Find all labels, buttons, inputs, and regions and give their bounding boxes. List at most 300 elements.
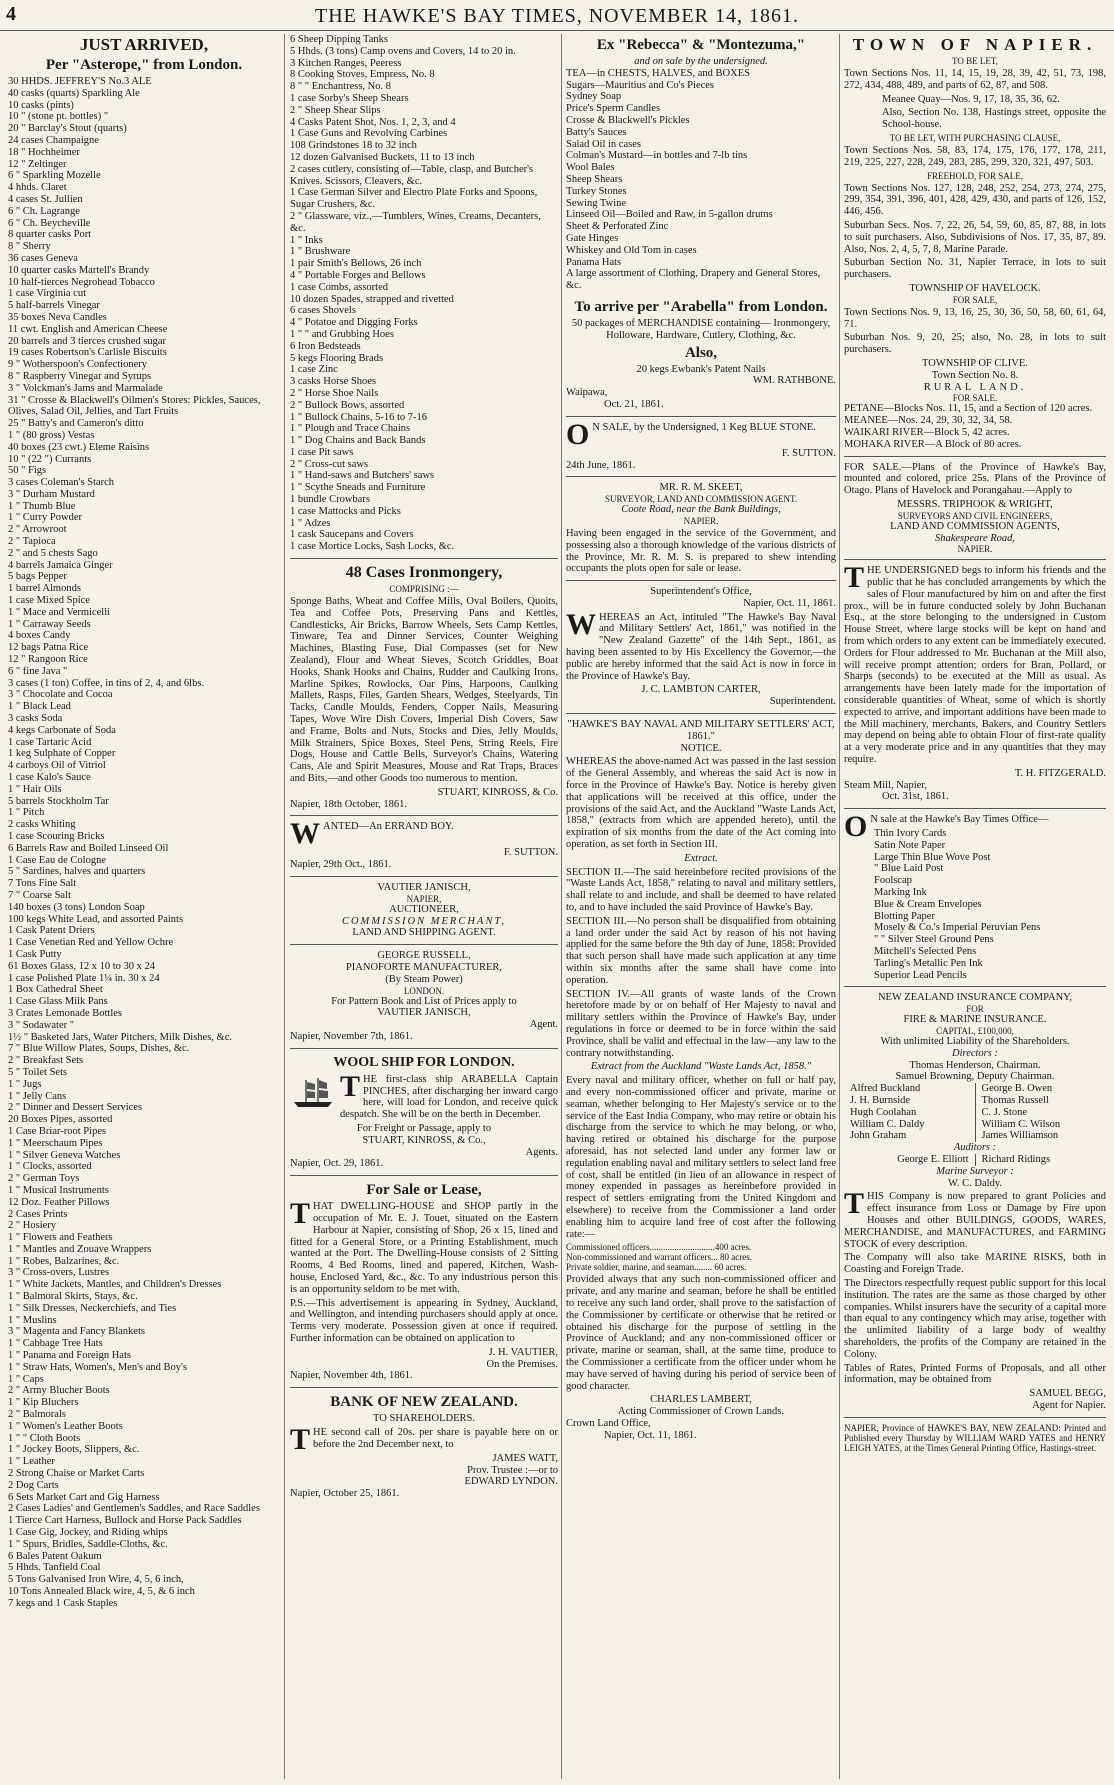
list-item: 4 cases St. Jullien <box>8 193 83 205</box>
list-item: 36 cases Geneva <box>8 252 78 264</box>
company-text2: The Company will also take MARINE RISKS, both in Coasting and Foreign Trade. <box>844 1252 1106 1276</box>
list-item: 10 dozen Spades, strapped and rivetted <box>290 293 454 305</box>
supt-text: HEREAS an Act, intituled "The Hawke's Bay Naval and Military Settlers' Act, 1861," was notified in the "New Zealand Gazette" of the 14th Sept., 1861, as having been assented to by His Excellency the Governor,—the public are hereby informed that the said Act is now in force in the Province of Hawke's Bay. <box>566 611 836 682</box>
bank-sign: JAMES WATT, <box>492 1452 558 1464</box>
list-item: 1 " Scythe Sneads and Furniture <box>290 482 426 494</box>
extract2-text2: Provided always that any such non-commissioned officer and private, and any marine and seaman, before he shall be entitled to receive any such land order, shall prove to the satisfaction of the Commissioner by certificate or otherwise that he retired or obtained his discharge for the purpose of settling in the Province of Auckland; and any non-commissioned officer or private, marine or seaman, shall, at the same time, produce to the Commissioner a certificate from the officer under whom he may have served of having during his period of service been of good character. <box>566 1274 836 1392</box>
list-item: 1 Case Eau de Cologne <box>8 854 106 866</box>
arabella-text: 50 packages of MERCHANDISE containing— Ironmongery, Holloware, Hardware, Cutlery, Clothing, &c. <box>571 317 831 341</box>
act-heading: "HAWKE'S BAY NAVAL AND MILITARY SETTLERS' ACT, 1861." <box>567 719 835 742</box>
russell-role: PIANOFORTE MANUFACTURER, <box>345 961 503 973</box>
list-item: 6 Sets Market Cart and Gig Harness <box>8 1491 160 1503</box>
list-item: Crosse & Blackwell's Pickles <box>566 114 690 126</box>
list-item: 12 bags Patna Rice <box>8 642 89 654</box>
divider <box>290 876 558 877</box>
list-item: 1 pair Smith's Bellows, 26 inch <box>290 258 422 270</box>
triphook-place: NAPIER. <box>957 544 993 555</box>
section-2: SECTION II.—The said hereinbefore recited provisions of the "Waste Lands Act, 1858," relating to naval and military settlers, shall relate to and include, and shall be deemed to have related to, and to have included the said Province of Hawke's Bay. <box>566 866 836 914</box>
list-item: 10 " (stone pt. bottles) " <box>8 111 109 123</box>
russell-text: For Pattern Book and List of Prices apply to <box>331 995 517 1007</box>
list-item: 108 Grindstones 18 to 32 inch <box>290 140 417 152</box>
list-item: 1 " White Jackets, Mantles, and Children's Dresses <box>8 1279 222 1291</box>
list-item: 2 Strong Chaise or Market Carts <box>8 1468 145 1480</box>
directors-left <box>844 1083 975 1142</box>
list-item: 6 " Sparkling Mozelle <box>8 170 101 182</box>
dropcap-o: O <box>566 417 590 451</box>
list-item: 2 " Cross-cut saws <box>290 458 369 470</box>
clive-text: Town Section No. 8. <box>931 369 1019 381</box>
list-item: 1 " Dog Chains and Back Bands <box>290 435 426 447</box>
list-item: Satin Note Paper <box>874 839 946 851</box>
dropcap-t: T <box>844 561 865 595</box>
supt-office: Superintendent's Office, <box>650 586 752 598</box>
list-item: 1 " Clocks, assorted <box>8 1161 92 1173</box>
list-item: 1 Case Venetian Red and Yellow Ochre <box>8 937 174 949</box>
sale-text: HAT DWELLING-HOUSE and SHOP partly in the occupation of Mr. E. J. Touet, situated on the Eastern Harbour at Napier, consisting of Shop, 26 x 15, lined and fitted for a General Store, or a Printing Establishment, much wanted at the Port. The Dwelling-House consists of 2 Sitting Rooms, 4 Bed Rooms, lined and papered, Kitchen, Wash-house, Enclosed Yard, &c., &c. To any industrious person this is an opportunity seldom to be met with. <box>290 1201 558 1295</box>
list-item: 1 " Musical Instruments <box>8 1184 109 1196</box>
let-purchase-text: Town Sections Nos. 58, 83, 174, 175, 176, 177, 178, 211, 219, 225, 227, 228, 249, 283, 285, 299, 320, 321, 497, 503. <box>844 144 1106 168</box>
havelock-sale: FOR SALE, <box>952 294 998 305</box>
column-rule <box>284 34 285 1779</box>
fitzgerald-date: Oct. 31st, 1861. <box>882 791 949 803</box>
list-item: 1 Case Glass Milk Pans <box>8 996 108 1008</box>
list-item: 1 case Virginia cut <box>8 288 87 300</box>
fitzgerald-sign: T. H. FITZGERALD. <box>1014 767 1106 779</box>
divider <box>844 808 1106 809</box>
list-item: 5 Hhds. (3 tons) Camp ovens and Covers, 14 to 20 in. <box>290 45 516 57</box>
list-item: 40 boxes (23 cwt.) Eleme Raisins <box>8 441 150 453</box>
triphook-name: MESSRS. TRIPHOOK & WRIGHT, <box>897 498 1053 510</box>
list-item: 8 Cooking Stoves, Empress, No. 8 <box>290 69 435 81</box>
list-item: 1 " Balmoral Skirts, Stays, &c. <box>8 1291 138 1303</box>
divider <box>844 559 1106 560</box>
list-item: 50 " Figs <box>8 465 47 477</box>
list-item: 2 " Bullock Bows, assorted <box>290 399 405 411</box>
sale-sign2: On the Premises. <box>486 1358 558 1370</box>
list-item: 1 " Jelly Cans <box>8 1090 67 1102</box>
bank-sign3: EDWARD LYNDON. <box>464 1476 558 1488</box>
list-item: 4 " Portable Forges and Bellows <box>290 269 426 281</box>
list-item: MOHAKA RIVER—A Block of 80 acres. <box>844 438 1022 450</box>
russell-name: GEORGE RUSSELL, <box>377 950 471 962</box>
list-item: Colman's Mustard—in bottles and 7-lb tins <box>566 150 748 162</box>
russell-agent-name: VAUTIER JANISCH, <box>377 1007 471 1019</box>
rate-row: Non-commissioned and warrant officers... 80 acres. <box>566 1252 753 1263</box>
list-item: 2 " Army Blucher Boots <box>8 1385 110 1397</box>
director-name: Hugh Coolahan <box>850 1106 917 1118</box>
asterope-subheading: Per "Asterope," from London. <box>45 57 243 73</box>
list-item: Salad Oil in cases <box>566 138 641 150</box>
list-item: 7 Tons Fine Salt <box>8 878 77 890</box>
list-item: 1 Cask Putty <box>8 948 62 960</box>
wool-date: Napier, Oct. 29, 1861. <box>290 1158 384 1170</box>
list-item: 1 " Silk Dresses, Neckerchiefs, and Ties <box>8 1302 177 1314</box>
list-item: 12 Doz. Feather Pillows <box>8 1196 110 1208</box>
list-item: 1 " Black Lead <box>8 701 71 713</box>
list-item: 1 " Jugs <box>8 1078 42 1090</box>
list-item: 3 cases Coleman's Starch <box>8 477 114 489</box>
wool-agents: Agents. <box>525 1146 558 1158</box>
extract2-text: Every naval and military officer, whether on full or half pay, and every non-commissioned officer and private, marine or seaman, whether belonging to Her Majesty's service or to the service of the East India Company, who may retire or obtain his discharge from the service to which he may belong, or who, having retired or obtained his discharge for the purpose aforesaid, has not selected land under any former law or regulation enabling naval and military settlers to select land free of cost, shall be entitled (in lieu of an allowance in respect of money expended in passages as hereinbefore provided in respect of settlers emigrating from the United Kingdom and elsewhere) to receive from the Commissioner a land order enabling him to acquire land free of cost after the following rate:— <box>566 1075 836 1240</box>
list-item: 1 " Kip Bluchers <box>8 1397 79 1409</box>
wool-apply: For Freight or Passage, apply to <box>356 1122 492 1134</box>
list-item: 1 Box Cathedral Sheet <box>8 984 103 996</box>
column-3 <box>566 34 836 1779</box>
fitzgerald-place: Steam Mill, Napier, <box>844 779 927 791</box>
list-item: 1 " Women's Leather Boots <box>8 1420 123 1432</box>
wool-ship-heading: WOOL SHIP FOR LONDON. <box>333 1054 515 1070</box>
also-place: Waipawa, <box>566 387 608 399</box>
list-item: 1 " Mace and Vermicelli <box>8 606 111 618</box>
act-notice: NOTICE. <box>680 742 722 754</box>
list-item: WAIKARI RIVER—Block 5, 42 acres. <box>844 426 1010 438</box>
also-text: 20 kegs Ewbank's Patent Nails <box>636 363 766 375</box>
list-item: 1 case Pit saws <box>290 446 354 458</box>
divider <box>566 416 836 417</box>
list-item: 1 case Mattocks and Picks <box>290 505 401 517</box>
rate-row: Private soldier, marine, and seaman........ 60 acres. <box>566 1262 747 1273</box>
list-item: 30 HHDS. JEFFREY'S No.3 ALE <box>8 76 152 87</box>
list-item: 4 Casks Patent Shot, Nos. 1, 2, 3, and 4 <box>290 116 456 128</box>
list-item: 8 quarter casks Port <box>8 229 92 241</box>
bank-text: HE second call of 20s. per share is payable here on or before the 2nd December next, to <box>313 1426 558 1450</box>
extract2-heading: Extract from the Auckland "Waste Lands Act, 1858." <box>590 1061 812 1073</box>
bank-heading: BANK OF NEW ZEALAND. <box>330 1394 518 1411</box>
list-item: 3 " Durham Mustard <box>8 488 95 500</box>
list-item: 6 Bales Patent Oakum <box>8 1550 102 1562</box>
arabella-heading: To arrive per "Arabella" from London. <box>574 298 828 315</box>
auditor-right: Richard Ridings <box>975 1154 1107 1166</box>
list-item: 3 Kitchen Ranges, Peeress <box>290 57 402 69</box>
insurance-liability: With unlimited Liability of the Shareholders. <box>880 1035 1070 1047</box>
section-4: SECTION IV.—All grants of waste lands of the Crown heretofore made by or on behalf of Her Majesty to naval and military settlers within the Province of Hawke's Bay, under regulations in force or deemed to be in force within the said Province, shall be valid and effectual in the law—any law to the contrary notwithstanding. <box>566 988 836 1059</box>
for-sale-heading: For Sale or Lease, <box>366 1182 482 1199</box>
list-item: 6 " Ch. Beycheville <box>8 217 91 229</box>
list-item: 3 " Cross-overs, Lustres <box>8 1267 110 1279</box>
list-item: 1 barrel Almonds <box>8 583 81 595</box>
lambert-date: Napier, Oct. 11, 1861. <box>604 1429 697 1441</box>
list-item: 7 " Blue Willow Plates, Soups, Dishes, &c. <box>8 1043 190 1055</box>
sale-ps: P.S.—This advertisement is appearing in Sydney, Auckland, and Wellington, and intending purchasers should apply at once. Terms very moderate. Possession given at once if required. Further information can be obtained on application to <box>290 1297 558 1344</box>
divider <box>844 986 1106 987</box>
divider <box>290 558 558 559</box>
list-item: " Blue Laid Post <box>874 863 944 875</box>
also-sign: WM. RATHBONE. <box>752 375 836 387</box>
list-item: Superior Lead Pencils <box>874 969 967 981</box>
director-chair: Thomas Henderson, Chairman. <box>909 1059 1041 1071</box>
list-item: 4 " Potatoe and Digging Forks <box>290 317 418 329</box>
list-item: 6 " fine Java " <box>8 665 68 677</box>
list-item: 20 " Barclay's Stout (quarts) <box>8 123 127 135</box>
divider <box>566 713 836 714</box>
list-item: 1 " Curry Powder <box>8 512 82 524</box>
divider <box>566 580 836 581</box>
list-item: 5 " Toilet Sets <box>8 1066 68 1078</box>
masthead <box>0 0 1114 31</box>
havelock-text: Town Sections Nos. 9, 13, 16, 25, 30, 36, 50, 58, 60, 61, 64, 71. <box>844 306 1106 330</box>
list-item: 31 " Crosse & Blackwell's Oilmen's Stores: Pickles, Sauces, Olives, Salad Oil, Jellies, and Tart Fruits <box>8 394 261 418</box>
let-heading: TO BE LET, <box>952 56 998 66</box>
insurance-heading: NEW ZEALAND INSURANCE COMPANY, <box>877 992 1073 1004</box>
russell-place: LONDON. <box>403 985 445 996</box>
ex-rebecca-list <box>566 68 836 292</box>
list-item: 11 cwt. English and American Cheese <box>8 323 168 335</box>
divider <box>844 456 1106 457</box>
list-item: 1 " Robes, Balzarines, &c. <box>8 1255 120 1267</box>
list-item: 5 half-barrels Vinegar <box>8 300 100 312</box>
list-item: 1 bundle Crowbars <box>290 494 370 506</box>
list-item: 20 Boxes Pipes, assorted <box>8 1114 113 1126</box>
company-sign: SAMUEL BEGG, <box>1029 1388 1106 1400</box>
list-item: 1 " Caps <box>8 1373 44 1385</box>
also-date: Oct. 21, 1861. <box>604 398 664 410</box>
list-item: Linseed Oil—Boiled and Raw, in 5-gallon drums <box>566 209 773 221</box>
list-item: 3 casks Horse Shoes <box>290 376 377 388</box>
lambert-role: Acting Commissioner of Crown Lands. <box>618 1406 784 1418</box>
triphook-addr: Shakespeare Road, <box>934 532 1016 544</box>
list-item: 1 " Bullock Chains, 5-16 to 7-16 <box>290 411 427 423</box>
onsale-date: 24th June, 1861. <box>566 459 636 471</box>
list-item: 1 " Cabbage Tree Hats <box>8 1338 103 1350</box>
list-item: 1 " Straw Hats, Women's, Men's and Boy's <box>8 1361 187 1373</box>
auditor-left: George E. Elliott <box>897 1153 969 1165</box>
fitzgerald-text: HE UNDERSIGNED begs to inform his friends and the public that he has concluded arrangements by which the sales of Flour manufactured by him on and after the first prox., will be in future conducted solely by John Buchanan Esq., at the store belonging to the undersigned in Custom House Street, where large stocks will be kept on hand and from which orders to any extent can be immediately executed. Orders for Flour addressed to Mr. Buchanan at the Mill also, will receive prompt attention; orders for Bran, Pollard, or Sharps (seconds) to be executed at the Mill as usual. As arrangements have been lately made for the importation of considerable quantities of Wheat, some of which is shortly expected to arrive, and important additions have been made to the Mill machinery, merchants, Bakers, and Country Settlers may depend on being able to obtain Flour of first-rate quality at a very moderate price and in any quantities that they may require. <box>844 565 1106 766</box>
list-item: 3 " Chocolate and Cocoa <box>8 689 113 701</box>
divider <box>290 944 558 945</box>
list-item: 1 " " Cloth Boots <box>8 1432 81 1444</box>
lambert-office: Crown Land Office, <box>566 1417 651 1429</box>
list-item: 12 " Zeltinger <box>8 158 67 170</box>
director-name: J. H. Burnside <box>850 1094 911 1106</box>
janisch-agent: LAND AND SHIPPING AGENT. <box>352 927 496 939</box>
directors-right <box>975 1083 1107 1142</box>
list-item: 1 " Spurs, Bridles, Saddle-Cloths, &c. <box>8 1538 168 1550</box>
russell-steam: (By Steam Power) <box>385 973 463 985</box>
list-item: Wool Bales <box>566 162 615 174</box>
company-text3: The Directors respectfully request public support for this local institution. The rates are the same as those charged by other companies. Whilst insurers have the security of a capital more than equal to any contingency which may arise, together with the unlimited liability of a large body of wealthy shareholders, the profits of the Company are retained in the Colony. <box>844 1277 1106 1360</box>
list-item: 5 Tons Galvanised Iron Wire, 4, 5, 6 inch, <box>8 1574 184 1586</box>
list-item: 1½ " Basketed Jars, Water Pitchers, Milk Dishes, &c. <box>8 1031 233 1043</box>
list-item: PETANE—Blocks Nos. 11, 15, and a Section of 120 acres. <box>844 403 1093 415</box>
list-item: 25 " Batty's and Cameron's ditto <box>8 418 144 430</box>
list-item: 140 boxes (3 tons) London Soap <box>8 901 145 913</box>
list-item: 2 Cases Prints <box>8 1208 68 1220</box>
director-name: John Graham <box>850 1130 907 1142</box>
list-item: 19 cases Robertson's Carlisle Biscuits <box>8 347 167 359</box>
list-item: 10 " (22 ") Currants <box>8 453 92 465</box>
supt-role: Superintendent. <box>769 696 836 708</box>
list-item: 2 " and 5 chests Sago <box>8 547 98 559</box>
ex-rebecca-sub: and on sale by the undersigned. <box>634 56 768 67</box>
insurance-for: FOR <box>966 1004 984 1015</box>
janisch-place: NAPIER, <box>406 893 442 904</box>
list-item: 9 " Wotherspoon's Confectionery <box>8 359 147 371</box>
list-item: 5 kegs Flooring Brads <box>290 352 384 364</box>
let-text: Town Sections Nos. 11, 14, 15, 19, 28, 39, 42, 51, 73, 198, 272, 434, 488, 489, and parts of 62, 87, and 508. <box>844 68 1106 91</box>
wanted-date: Napier, 29th Oct., 1861. <box>290 859 392 871</box>
wool-sign: STUART, KINROSS, & Co., <box>362 1134 486 1146</box>
list-item: Blotting Paper <box>874 910 935 922</box>
list-item: Blue & Cream Envelopes <box>874 898 982 910</box>
list-item: 12 dozen Galvanised Buckets, 11 to 13 inch <box>290 151 475 163</box>
list-item: A large assortment of Clothing, Drapery and General Stores, &c. <box>566 268 821 292</box>
list-item: 8 " Raspberry Vinegar and Syrups <box>8 370 152 382</box>
skeet-place: NAPIER. <box>683 515 719 526</box>
auditors-heading: Auditors : <box>953 1142 997 1154</box>
list-item: Panama Hats <box>566 256 622 268</box>
list-item: Whiskey and Old Tom in cases <box>566 244 697 256</box>
list-item: 2 " Hosiery <box>8 1220 57 1232</box>
director-name: C. J. Stone <box>981 1106 1028 1118</box>
director-name: William C. Wilson <box>981 1118 1061 1130</box>
list-item: 1 case Polished Plate 1¼ in. 30 x 24 <box>8 972 160 984</box>
list-item: 1 " Mantles and Zouave Wrappers <box>8 1243 152 1255</box>
list-item: 1 Case Gig, Jockey, and Riding whips <box>8 1527 168 1539</box>
havelock-heading: TOWNSHIP OF HAVELOCK. <box>909 282 1041 294</box>
dropcap-t: T <box>844 1187 865 1221</box>
director-name: Thomas Russell <box>981 1094 1049 1106</box>
suburban-text: Suburban Secs. Nos. 7, 22, 26, 54, 59, 60, 85, 87, 88, in lots to suit purchasers. Also, Subdivisions of Nos. 17, 35, 87, 89. Also, Nos. 2, 4, 5, 7, 8, Marine Parade. <box>844 219 1106 255</box>
list-item: 8 " Sherry <box>8 241 51 253</box>
dropcap-t: T <box>340 1069 361 1103</box>
list-item: 1 Case Briar-root Pipes <box>8 1125 107 1137</box>
list-item: 1 case Scouring Bricks <box>8 831 105 842</box>
list-item: 100 kegs White Lead, and assorted Paints <box>8 913 184 925</box>
list-item: 2 " Dinner and Dessert Services <box>8 1102 143 1114</box>
also-section: Also, Section No. 138, Hastings street, opposite the School-house. <box>882 107 1106 131</box>
list-item: 1 " Inks <box>290 234 323 246</box>
director-deputy: Samuel Browning, Deputy Chairman. <box>895 1071 1055 1083</box>
wanted-sign: F. SUTTON. <box>503 847 558 859</box>
triphook-role: SURVEYORS AND CIVIL ENGINEERS, <box>897 510 1053 521</box>
wanted-text: ANTED—An ERRAND BOY. <box>323 821 454 833</box>
onsale-sign: F. SUTTON. <box>781 447 836 459</box>
list-item: 3 Crates Lemonade Bottles <box>8 1007 123 1019</box>
list-item: 1 " Carraway Seeds <box>8 618 91 630</box>
list-item: 1 " Pitch <box>8 807 45 819</box>
suburban-31: Suburban Section No. 31, Napier Terrace, in lots to suit purchasers. <box>844 257 1106 281</box>
list-item: Mosely & Co.'s Imperial Peruvian Pens <box>874 922 1041 934</box>
divider <box>290 1048 558 1049</box>
list-item: 1 cask Saucepans and Covers <box>290 529 414 541</box>
russell-date: Napier, November 7th, 1861. <box>290 1030 413 1042</box>
column-1 <box>8 34 280 1779</box>
dropcap-t: T <box>290 1197 311 1231</box>
list-item: 6 Iron Bedsteads <box>290 340 361 352</box>
ex-rebecca-heading: Ex "Rebecca" & "Montezuma," <box>596 37 806 53</box>
list-item: 2 " German Toys <box>8 1173 80 1185</box>
list-item: 3 " Magenta and Fancy Blankets <box>8 1326 145 1338</box>
ironmongery-sign: STUART, KINROSS, & Co. <box>437 786 558 798</box>
list-item: 3 casks Soda <box>8 713 63 725</box>
list-item: 2 casks Whiting <box>8 819 76 831</box>
list-item: 1 " Adzes <box>290 517 331 529</box>
freehold-heading: FREEHOLD, FOR SALE, <box>926 170 1023 181</box>
janisch-role: AUCTIONEER, <box>389 903 459 915</box>
list-item: 18 " Hochheimer <box>8 146 80 158</box>
list-item: 20 barrels and 3 tierces crushed sugar <box>8 335 167 347</box>
surveyor-name: W. C. Daldy. <box>947 1177 1003 1189</box>
list-item: 1 " Hair Oils <box>8 783 62 795</box>
divider <box>844 1417 1106 1418</box>
list-item: 10 half-tierces Negrohead Tobacco <box>8 276 155 288</box>
skeet-addr: Coote Road, near the Bank Buildings, <box>621 504 781 516</box>
bank-to: TO SHAREHOLDERS. <box>373 1413 475 1425</box>
skeet-text: Having been engaged in the service of the Government, and possessing also a thorough knowledge of the various districts of the Province, Mr. R. M. S. is prepared to shew intending occupants the plots open for sale or lease. <box>566 527 836 575</box>
list-item: Thin Ivory Cards <box>874 828 947 840</box>
skeet-name: MR. R. M. SKEET, <box>659 482 743 494</box>
clive-heading: TOWNSHIP OF CLIVE. <box>922 357 1028 369</box>
list-item: 4 carboys Oil of Vitriol <box>8 760 106 772</box>
list-item: 1 " Meerschaum Pipes <box>8 1137 103 1149</box>
list-item: 61 Boxes Glass, 12 x 10 to 30 x 24 <box>8 960 155 972</box>
list-item: Sheep Shears <box>566 173 623 185</box>
list-item: 1 Case German Silver and Electro Plate Forks and Spoons, Sugar Crushers, &c. <box>290 187 538 211</box>
office-text: N sale at the Hawke's Bay Times Office— <box>870 814 1049 826</box>
list-item: 1 " Panama and Foreign Hats <box>8 1350 131 1362</box>
list-item: TEA—in CHESTS, HALVES, and BOXES <box>566 67 750 79</box>
list-item: Gate Hinges <box>566 232 619 244</box>
onsale-text: N SALE, by the Undersigned, 1 Keg BLUE STONE. <box>592 421 816 433</box>
list-item: Mitchell's Selected Pens <box>874 946 977 957</box>
list-item: 1 keg Sulphate of Copper <box>8 748 116 760</box>
list-item: 5 barrels Stockholm Tar <box>8 795 109 807</box>
list-item: 24 cases Champaigne <box>8 134 99 146</box>
ship-icon <box>290 1076 336 1110</box>
janisch-name: VAUTIER JANISCH, <box>377 882 471 893</box>
column-rule <box>561 34 562 1779</box>
director-name: Alfred Buckland <box>850 1083 921 1095</box>
list-item: 1 " Jockey Boots, Slippers, &c. <box>8 1444 140 1456</box>
town-napier-heading: TOWN OF NAPIER. <box>852 35 1098 54</box>
insurance-capital: CAPITAL, £100,000, <box>936 1025 1014 1036</box>
list-item: 2 " Glassware, viz.,—Tumblers, Wines, Creams, Decanters, &c. <box>290 210 541 234</box>
plans-text: FOR SALE.—Plans of the Province of Hawke's Bay, mounted and colored, price 25s. Plans of the Province of Otago. Plans of Havelock and Porangahau.—Apply to <box>844 461 1106 497</box>
sale-sign: J. H. VAUTIER, <box>488 1346 558 1358</box>
list-item: 5 " Sardines, halves and quarters <box>8 866 146 878</box>
director-name: William C. Daldy <box>850 1118 925 1130</box>
dropcap-t: T <box>290 1422 311 1456</box>
ironmongery-date: Napier, 18th October, 1861. <box>290 798 407 810</box>
list-item: 10 Tons Annealed Black wire, 4, 5, & 6 inch <box>8 1586 195 1597</box>
divider <box>290 1387 558 1388</box>
triphook-agents: LAND AND COMMISSION AGENTS, <box>890 520 1060 532</box>
office-items <box>844 828 1106 981</box>
divider <box>290 815 558 816</box>
section-3: SECTION III.—No person shall be disqualified from obtaining a land order under the said Act by reason of his not having applied for the same before the 9th day of June, 1858: Provided that such person shall have made such application at any time within six months after the same shall have come into operation. <box>566 915 836 986</box>
list-item: Large Thin Blue Wove Post <box>874 851 991 863</box>
list-item: 1 case Kalo's Sauce <box>8 772 91 784</box>
rate-table <box>566 1242 836 1272</box>
list-item: 2 " Arrowroot <box>8 524 67 536</box>
column-4 <box>844 34 1106 1779</box>
list-item: 4 boxes Candy <box>8 630 71 642</box>
list-item: 1 case Mortice Locks, Sash Locks, &c. <box>290 541 455 553</box>
list-item: 6 Sheep Dipping Tanks <box>290 34 388 45</box>
list-item: 2 cases cutlery, consisting of—Table, clasp, and Butcher's Knives. Scissors, Cleavers, &c. <box>290 163 534 187</box>
act-text: WHEREAS the above-named Act was passed in the last session of the General Assembly, and whereas the said Act is now in force in the Province of Hawke's Bay. Notice is hereby given that applications will be received at this office, under the provisions of the said Act, and the Auckland "Waste Lands Act, 1858," (extracts from which are appended hereto), until the expiration of six months from the date of the Act coming into operation, as set forth in Section III. <box>566 756 836 851</box>
rural-sale: FOR SALE. <box>952 393 998 404</box>
director-name: George B. Owen <box>981 1083 1053 1095</box>
list-item: 3 " Volckman's Jams and Marmalade <box>8 382 163 394</box>
meanee-quay: Meanee Quay—Nos. 9, 17, 18, 35, 36, 62. <box>882 93 1060 105</box>
list-item: 2 Cases Ladies' and Gentlemen's Saddles, and Race Saddles <box>8 1503 260 1515</box>
list-item: 5 bags Pepper <box>8 571 67 583</box>
list-item: 1 " Brushware <box>290 246 351 258</box>
list-item: 1 case Sorby's Sheep Shears <box>290 92 409 104</box>
list-item: 2 " Horse Shoe Nails <box>290 387 379 399</box>
imprint: NAPIER, Province of HAWKE'S BAY, NEW ZEALAND: Printed and Published every Thursday by WILLIAM WARD YATES and HENRY LEIGH YATES, at the Times General Printing Office, Hastings-street. <box>844 1422 1106 1453</box>
